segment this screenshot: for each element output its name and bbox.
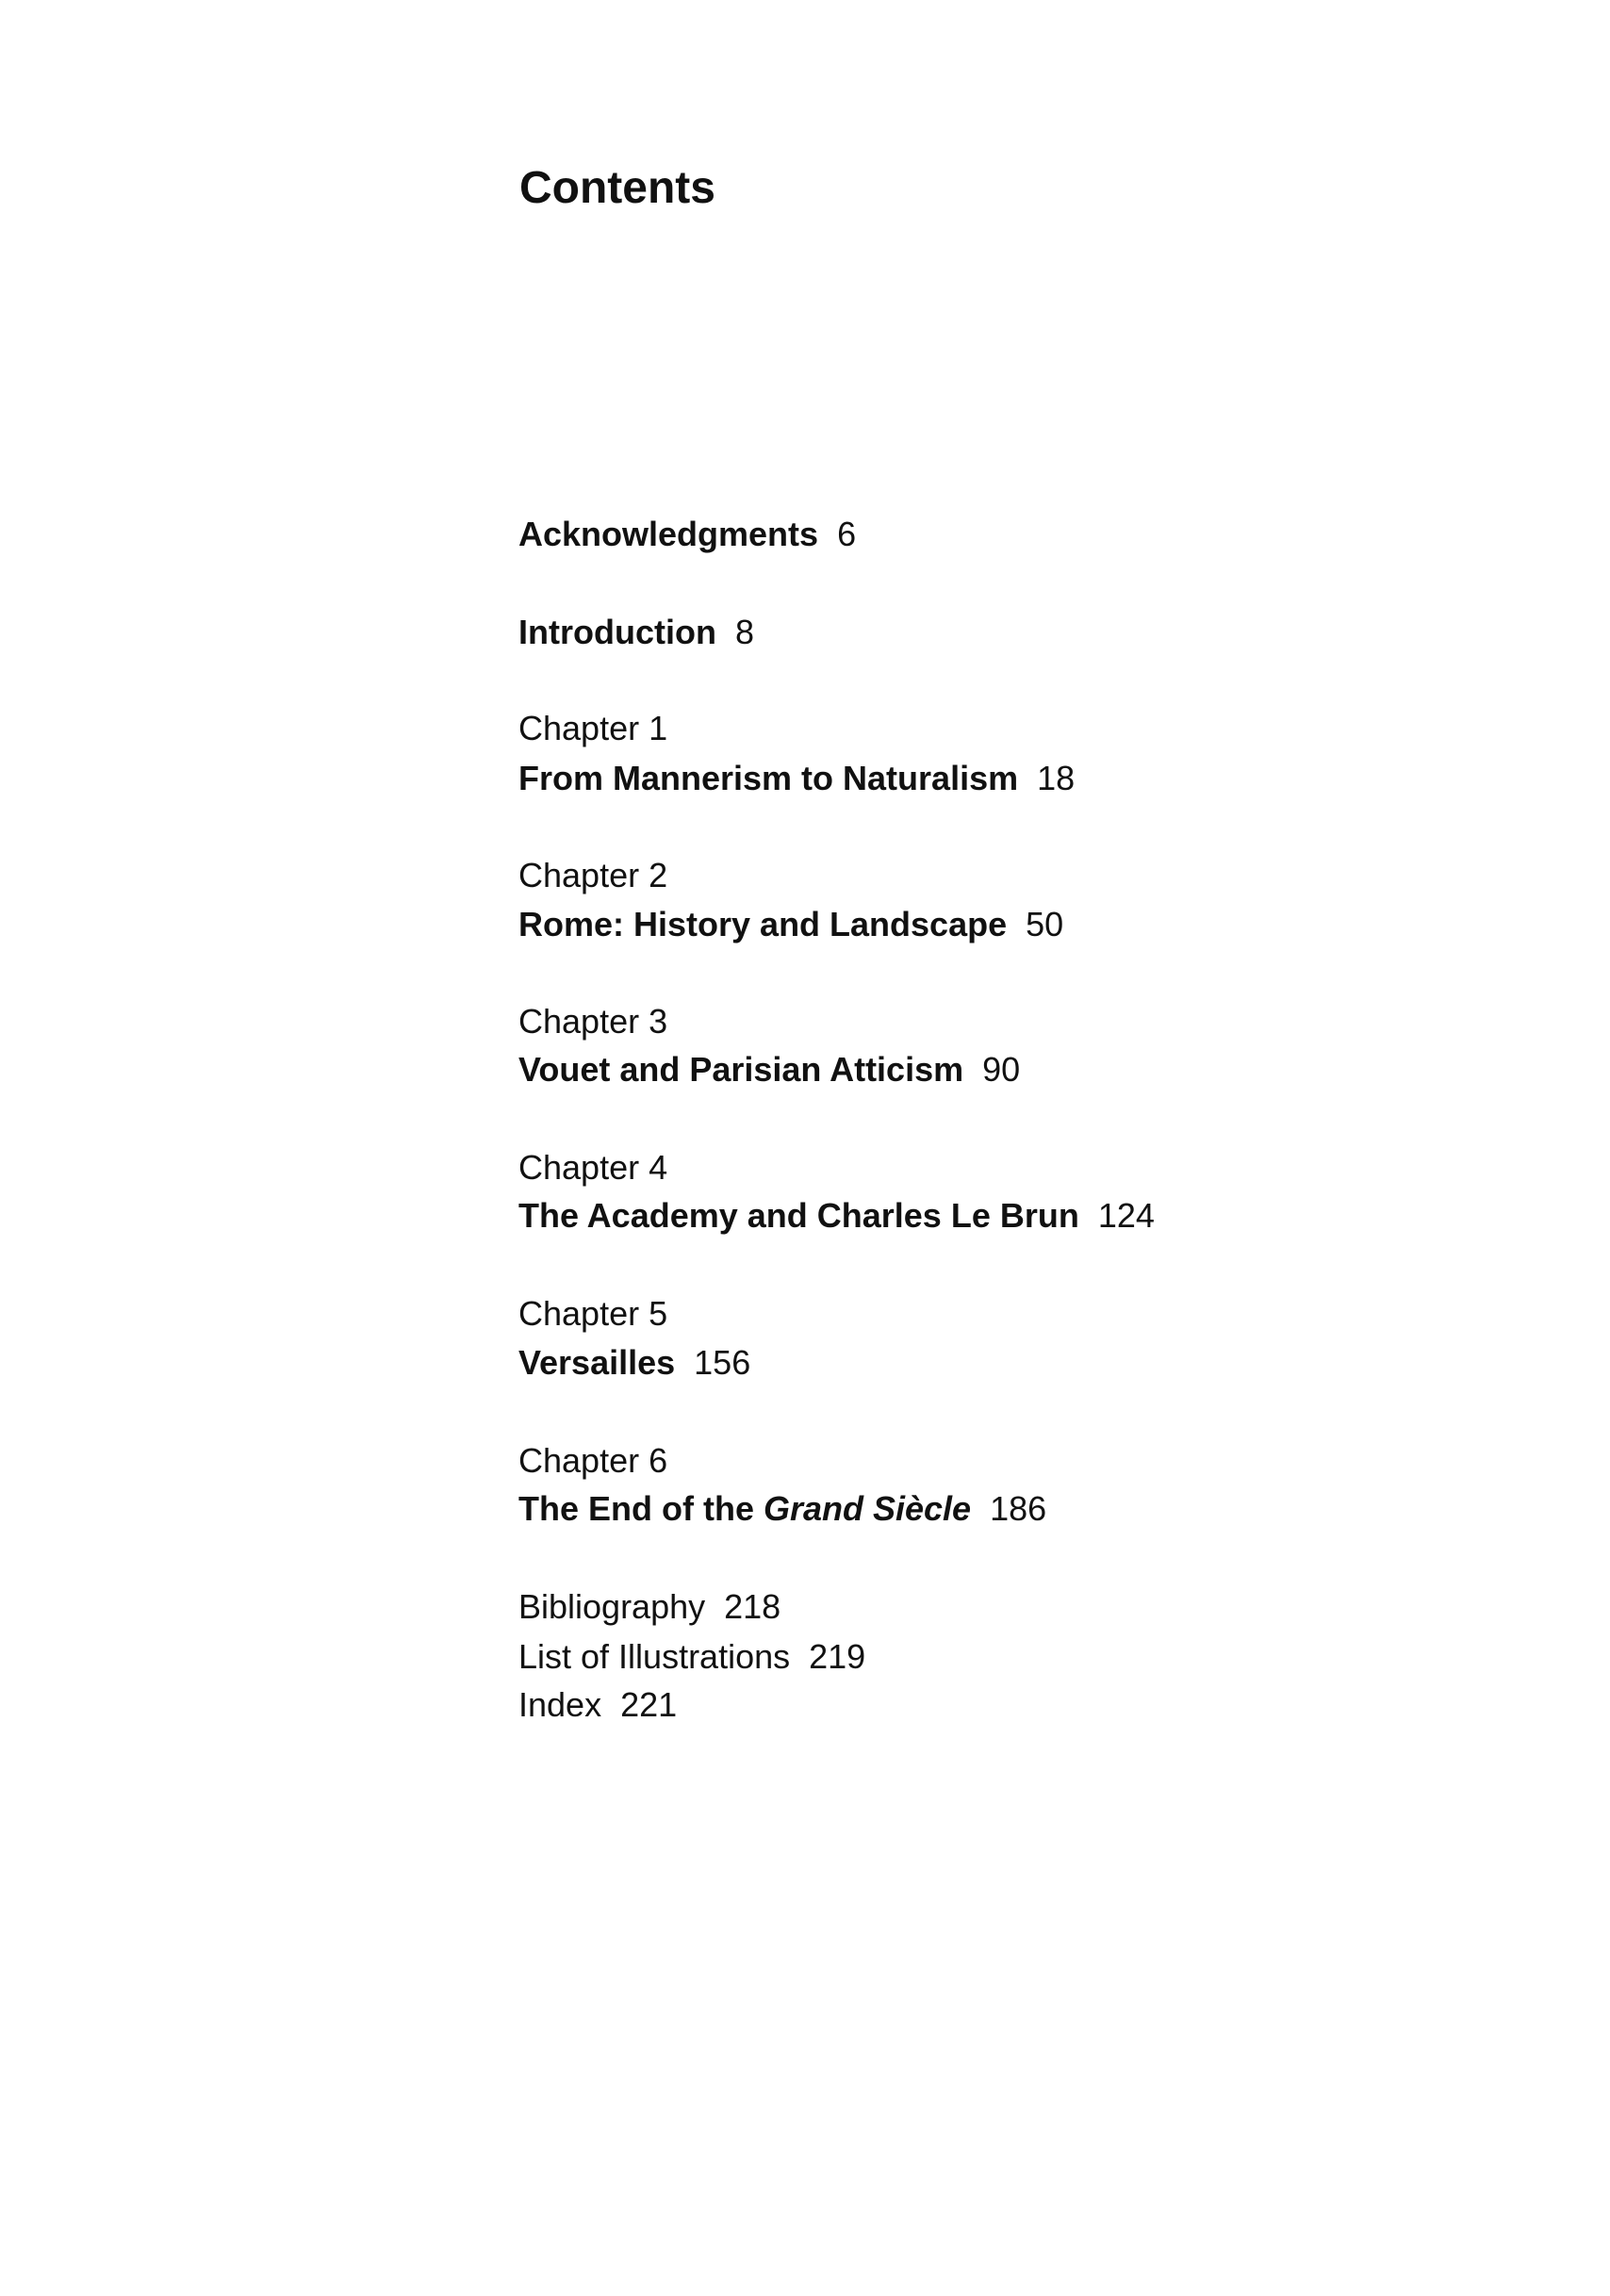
entry-page: 218: [724, 1587, 781, 1626]
entry-page: 90: [982, 1050, 1021, 1089]
toc-entry-bibliography: [518, 1587, 781, 1626]
entry-page: 221: [620, 1685, 678, 1724]
entry-page: 186: [990, 1489, 1047, 1528]
toc-entry-chapter-1: [518, 759, 1076, 797]
entry-page: 124: [1097, 1196, 1155, 1235]
entry-page: 219: [809, 1637, 866, 1676]
chapter-label: Chapter 4: [518, 1148, 668, 1187]
entry-title: The Academy and Charles Le Brun: [518, 1196, 1079, 1235]
toc-entry-list-of-illustrations: [518, 1637, 866, 1676]
entry-title: Index: [518, 1685, 602, 1724]
entry-title: Rome: History and Landscape: [518, 905, 1008, 943]
entry-page: 18: [1037, 759, 1076, 797]
entry-title-italic: Grand Siècle: [763, 1489, 972, 1528]
entry-title: From Mannerism to Naturalism: [518, 759, 1019, 797]
chapter-label: Chapter 1: [518, 709, 668, 747]
toc-entry-index: [518, 1685, 678, 1724]
entry-page: 50: [1026, 905, 1064, 943]
toc-entry-chapter-6: [518, 1489, 1047, 1528]
toc-entry-chapter-5: [518, 1343, 751, 1382]
entry-page: 6: [837, 515, 857, 553]
entry-title: Acknowledgments: [518, 515, 819, 553]
chapter-label: Chapter 3: [518, 1002, 668, 1041]
chapter-label: Chapter 5: [518, 1294, 668, 1333]
toc-entry-chapter-4: [518, 1196, 1155, 1235]
entry-title: Versailles: [518, 1343, 676, 1382]
entry-title: Introduction: [518, 613, 716, 651]
toc-entry-chapter-2: [518, 905, 1064, 943]
entry-title: Vouet and Parisian Atticism: [518, 1050, 964, 1089]
entry-title: The End of the: [518, 1489, 764, 1528]
toc-entry-introduction: [518, 615, 754, 649]
toc-entry-chapter-3: [518, 1050, 1021, 1089]
toc-entry-acknowledgments: [518, 517, 856, 551]
entry-page: 156: [694, 1343, 751, 1382]
chapter-label: Chapter 6: [518, 1441, 668, 1480]
chapter-label: Chapter 2: [518, 856, 668, 894]
entry-page: 8: [734, 613, 754, 651]
entry-title: List of Illustrations: [518, 1637, 791, 1676]
page-title: Contents: [519, 163, 715, 213]
entry-title: Bibliography: [518, 1587, 706, 1626]
